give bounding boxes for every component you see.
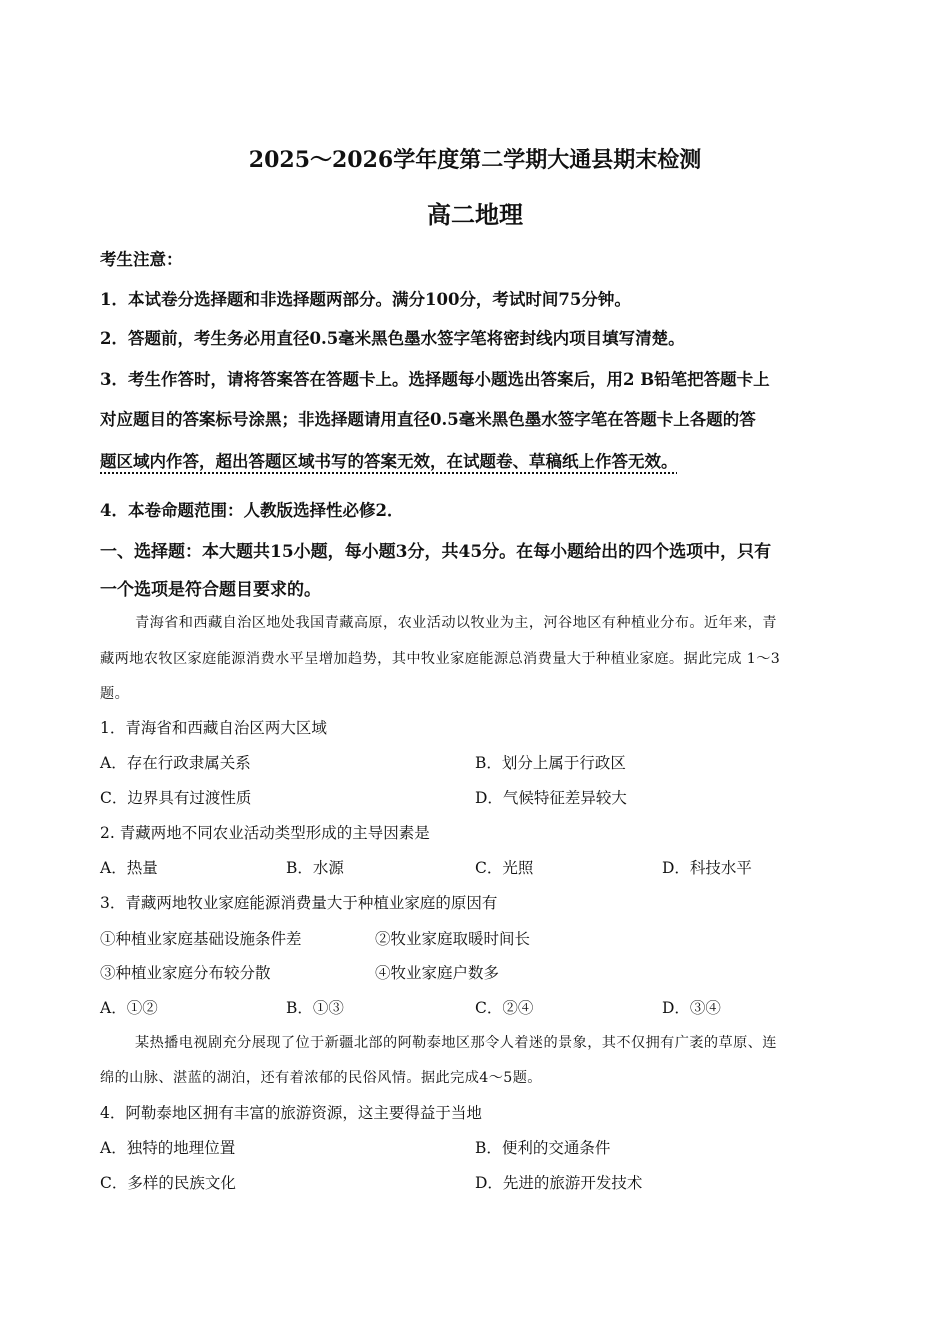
passage-1-line-2: 藏两地农牧区家庭能源消费水平呈增加趋势，其中牧业家庭能源总消费量大于种植业家庭。据此完成 1～3 bbox=[100, 651, 781, 667]
passage-1-line-3: 题。 bbox=[100, 686, 130, 702]
question-4-option-b: B．便利的交通条件 bbox=[475, 1139, 611, 1157]
question-3-statement-2: ②牧业家庭取暖时间长 bbox=[375, 930, 531, 948]
question-3-option-c: C．②④ bbox=[475, 999, 534, 1017]
question-3-option-b: B．①③ bbox=[286, 999, 344, 1017]
question-3-option-d: D．③④ bbox=[662, 999, 721, 1017]
question-4-stem: 4．阿勒泰地区拥有丰富的旅游资源，这主要得益于当地 bbox=[100, 1104, 482, 1122]
question-2-option-a: A．热量 bbox=[100, 859, 158, 877]
question-2-option-c: C．光照 bbox=[475, 859, 534, 877]
question-3-statement-3: ③种植业家庭分布较分散 bbox=[100, 964, 271, 982]
exam-subject: 高二地理 bbox=[427, 200, 523, 229]
question-3-stem: 3．青藏两地牧业家庭能源消费量大于种植业家庭的原因有 bbox=[100, 894, 498, 912]
notice-item-3-line-1: 3．考生作答时，请将答案答在答题卡上。选择题每小题选出答案后，用2 B铅笔把答题卡上 bbox=[100, 370, 770, 389]
notice-item-3-line-2: 对应题目的答案标号涂黑；非选择题请用直径0.5毫米黑色墨水签字笔在答题卡上各题的答 bbox=[100, 410, 756, 429]
notice-item-2: 2．答题前，考生务必用直径0.5毫米黑色墨水签字笔将密封线内项目填写清楚。 bbox=[100, 329, 685, 348]
question-1-stem: 1．青海省和西藏自治区两大区域 bbox=[100, 719, 327, 737]
question-2-option-d: D．科技水平 bbox=[662, 859, 752, 877]
question-3-option-a: A．①② bbox=[100, 999, 158, 1017]
question-1-option-d: D．气候特征差异较大 bbox=[475, 789, 627, 807]
question-1-option-c: C．边界具有过渡性质 bbox=[100, 789, 252, 807]
section-heading-line-1: 一、选择题：本大题共15小题，每小题3分，共45分。在每小题给出的四个选项中，只有 bbox=[100, 542, 772, 562]
passage-2-line-1: 某热播电视剧充分展现了位于新疆北部的阿勒泰地区那令人着迷的景象，其不仅拥有广袤的草原、连 bbox=[135, 1035, 777, 1051]
section-heading-line-2: 一个选项是符合题目要求的。 bbox=[100, 580, 321, 600]
exam-title: 2025～2026学年度第二学期大通县期末检测 bbox=[248, 147, 702, 173]
notice-item-4: 4．本卷命题范围：人教版选择性必修2． bbox=[100, 501, 404, 520]
question-2-stem: 2. 青藏两地不同农业活动类型形成的主导因素是 bbox=[100, 824, 430, 842]
question-4-option-d: D．先进的旅游开发技术 bbox=[475, 1174, 643, 1192]
passage-2-line-2: 绵的山脉、湛蓝的湖泊，还有着浓郁的民俗风情。据此完成4～5题。 bbox=[100, 1070, 542, 1086]
question-3-statement-1: ①种植业家庭基础设施条件差 bbox=[100, 930, 302, 948]
question-3-statement-4: ④牧业家庭户数多 bbox=[375, 964, 500, 982]
question-4-option-c: C．多样的民族文化 bbox=[100, 1174, 236, 1192]
notice-item-3-line-3: 题区域内作答，超出答题区域书写的答案无效，在试题卷、草稿纸上作答无效。 bbox=[100, 452, 678, 471]
question-1-option-a: A．存在行政隶属关系 bbox=[100, 754, 251, 772]
passage-1-line-1: 青海省和西藏自治区地处我国青藏高原，农业活动以牧业为主，河谷地区有种植业分布。近年来，青 bbox=[135, 615, 777, 631]
notice-heading: 考生注意： bbox=[100, 250, 183, 269]
notice-item-1: 1．本试卷分选择题和非选择题两部分。满分100分，考试时间75分钟。 bbox=[100, 290, 631, 309]
question-1-option-b: B．划分上属于行政区 bbox=[475, 754, 626, 772]
question-4-option-a: A．独特的地理位置 bbox=[100, 1139, 236, 1157]
question-2-option-b: B．水源 bbox=[286, 859, 344, 877]
